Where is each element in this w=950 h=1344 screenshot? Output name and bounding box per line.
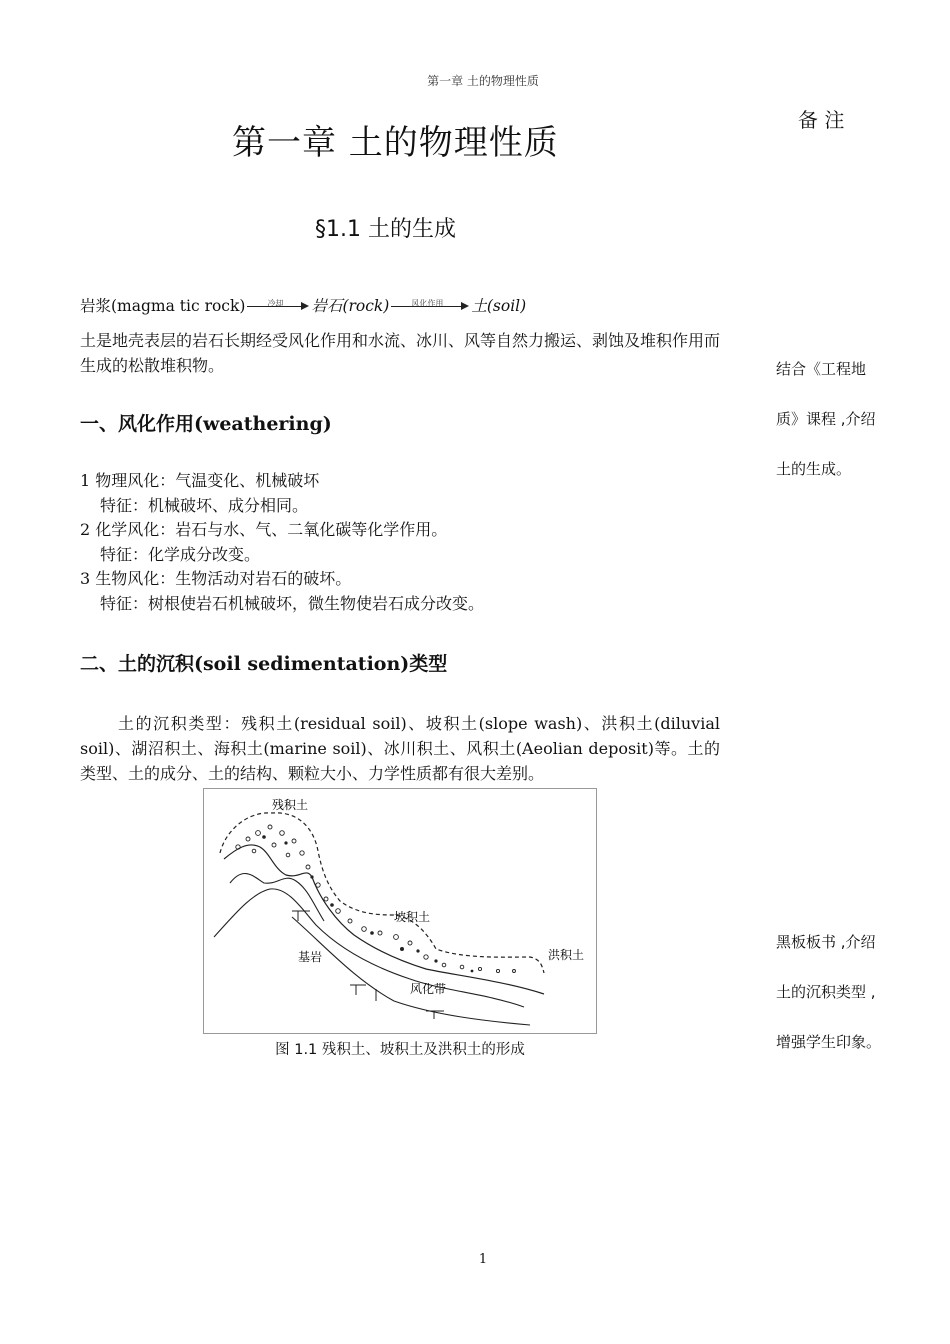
weathering-item-physical: 1 物理风化：气温变化、机械破坏 <box>80 471 320 490</box>
label-flood-soil: 洪积土 <box>548 948 585 962</box>
chapter-title: 第一章 土的物理性质 <box>232 123 559 163</box>
running-header: 第一章 土的物理性质 <box>427 74 539 88</box>
weathering-feature-biological: 特征：树根使岩石机械破坏，微生物使岩石成分改变。 <box>100 593 485 613</box>
section-title: §1.1 土的生成 <box>315 217 456 242</box>
label-slope-soil: 坡积土 <box>394 910 431 924</box>
remark-note-2-line-3: 增强学生印象。 <box>776 1033 882 1051</box>
cooling-arrow-icon <box>247 296 309 314</box>
arrow-label-cooling: 冷却 <box>267 299 284 308</box>
soil-formation-figure <box>203 788 597 1034</box>
label-residual-soil: 残积土 <box>272 798 309 812</box>
weathering-heading: 一、风化作用(weathering) <box>80 413 332 435</box>
weathering-item-biological: 3 生物风化：生物活动对岩石的破坏。 <box>80 569 352 588</box>
remarks-column-title: 备 注 <box>798 108 845 132</box>
weathering-list <box>80 469 730 616</box>
remark-note-2-line-2: 土的沉积类型 , <box>776 983 876 1001</box>
remark-note-1-line-1: 结合《工程地 <box>776 360 867 378</box>
label-weathered-zone: 风化带 <box>410 982 447 996</box>
sedimentation-heading: 二、土的沉积(soil sedimentation)类型 <box>80 653 448 675</box>
intro-paragraph: 土是地壳表层的岩石长期经受风化作用和水流、冰川、风等自然力搬运、剥蚀及堆积作用而生成的松散堆积物。 <box>80 331 721 375</box>
formula-soil: 土(soil) <box>471 297 527 315</box>
figure-caption: 图 1.1 残积土、坡积土及洪积土的形成 <box>275 1042 525 1058</box>
remark-note-1-line-3: 土的生成。 <box>776 460 852 478</box>
remark-note-2-line-1: 黑板板书 ,介绍 <box>776 933 876 951</box>
weathering-feature-chemical: 特征：化学成分改变。 <box>100 544 261 564</box>
formula-rock: 岩石(rock) <box>311 297 390 315</box>
page-number: 1 <box>478 1252 488 1267</box>
weathering-feature-physical: 特征：机械破坏、成分相同。 <box>100 495 309 515</box>
weathering-item-chemical: 2 化学风化：岩石与水、气、二氧化碳等化学作用。 <box>80 520 448 539</box>
arrow-label-weathering: 风化作用 <box>411 299 444 308</box>
soil-formation-diagram <box>204 789 596 1033</box>
weathering-arrow-icon <box>391 296 469 314</box>
remark-note-1-line-2: 质》课程 ,介绍 <box>776 410 876 428</box>
formation-formula <box>80 294 526 316</box>
sedimentation-paragraph: 土的沉积类型：残积土(residual soil)、坡积土(slope wash)、洪积土(diluvial soil)、湖沼积土、海积土(marine soil)、冰川积土、风积土(Aeolian deposit)等。土的类型、土的成分、土的结构、颗粒大小、力学性质都有很大差别。 <box>80 714 720 783</box>
label-bedrock: 基岩 <box>298 950 323 964</box>
formula-magma: 岩浆(magma tic rock) <box>80 297 246 315</box>
